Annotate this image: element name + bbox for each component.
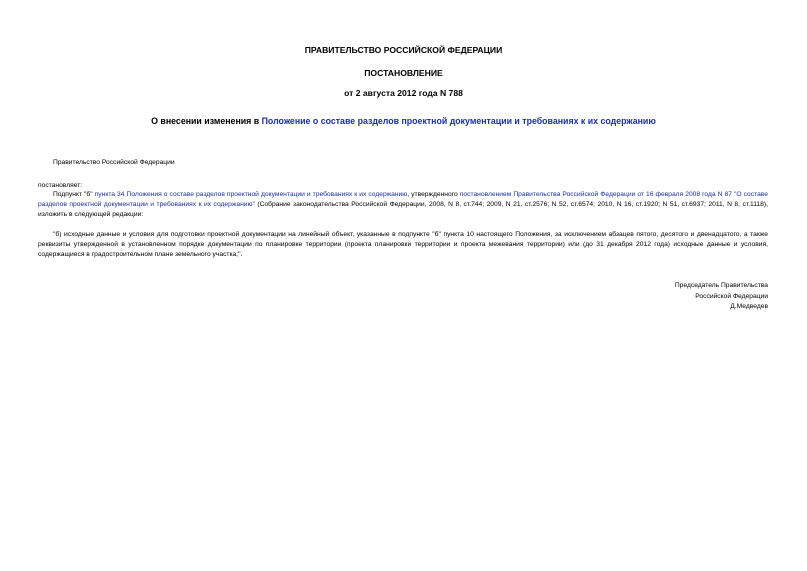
document-type-heading: ПОСТАНОВЛЕНИЕ [364,68,443,78]
date-number-heading: от 2 августа 2012 года N 788 [344,88,463,98]
title-prefix: О внесении изменения в [151,116,262,126]
amendment-link-resolution[interactable]: постановлением Правительства Российской Федерации от 16 февраля 2008 года N 87 [459,191,732,198]
amendment-paragraph [38,190,768,221]
signature-name: Д.Медведев [730,303,768,310]
government-heading: ПРАВИТЕЛЬСТВО РОССИЙСКОЙ ФЕДЕРАЦИИ [304,45,503,55]
quoted-new-wording: "б) исходные данные и условия для подготовки проектной документации на линейный объект, указанные в подпункте "б" пункта 10 настоящего Положения, за исключением абзацев пятого, десятого и двенадцатого, а также реквизиты утвержденной в установленном порядке документации по планировке территории (проекта планировки территории и проекта межевания территории) или (до 31 декабря 2012 года) исходные данные и условия, содержащиеся в градостроительном плане земельного участка;". [38,231,768,259]
amendment-text-2: , утвержденного [407,191,460,198]
title-link[interactable]: Положение о составе разделов проектной документации и требованиях к их содержанию [261,116,656,126]
amendment-text-4: (Собрание законодательства Российской Федерации, 2008, N 8, ст.744; 2009, N 21, ст.2576; N 52, ст.6574; 2010, N 16, ст.1920; N 51, ст.6937; 2011, N 8, ст.1118), изложить в следующей редакции: [38,201,768,219]
amendment-text-1: Подпункт "б" [53,191,95,198]
signature-position-line2: Российской Федерации [695,293,768,300]
amendment-link-clause[interactable]: пункта 34 Положения о составе разделов проектной документации и требованиях к их содержанию [94,191,408,198]
signature-position-line1: Председатель Правительства [674,282,768,289]
decrees-line: постановляет: [38,182,83,189]
amendment-link-regulation-title[interactable]: "О составе разделов проектной документации и требованиях к их содержанию" [38,191,769,209]
government-line: Правительство Российской Федерации [53,159,175,166]
document-title [0,116,807,127]
